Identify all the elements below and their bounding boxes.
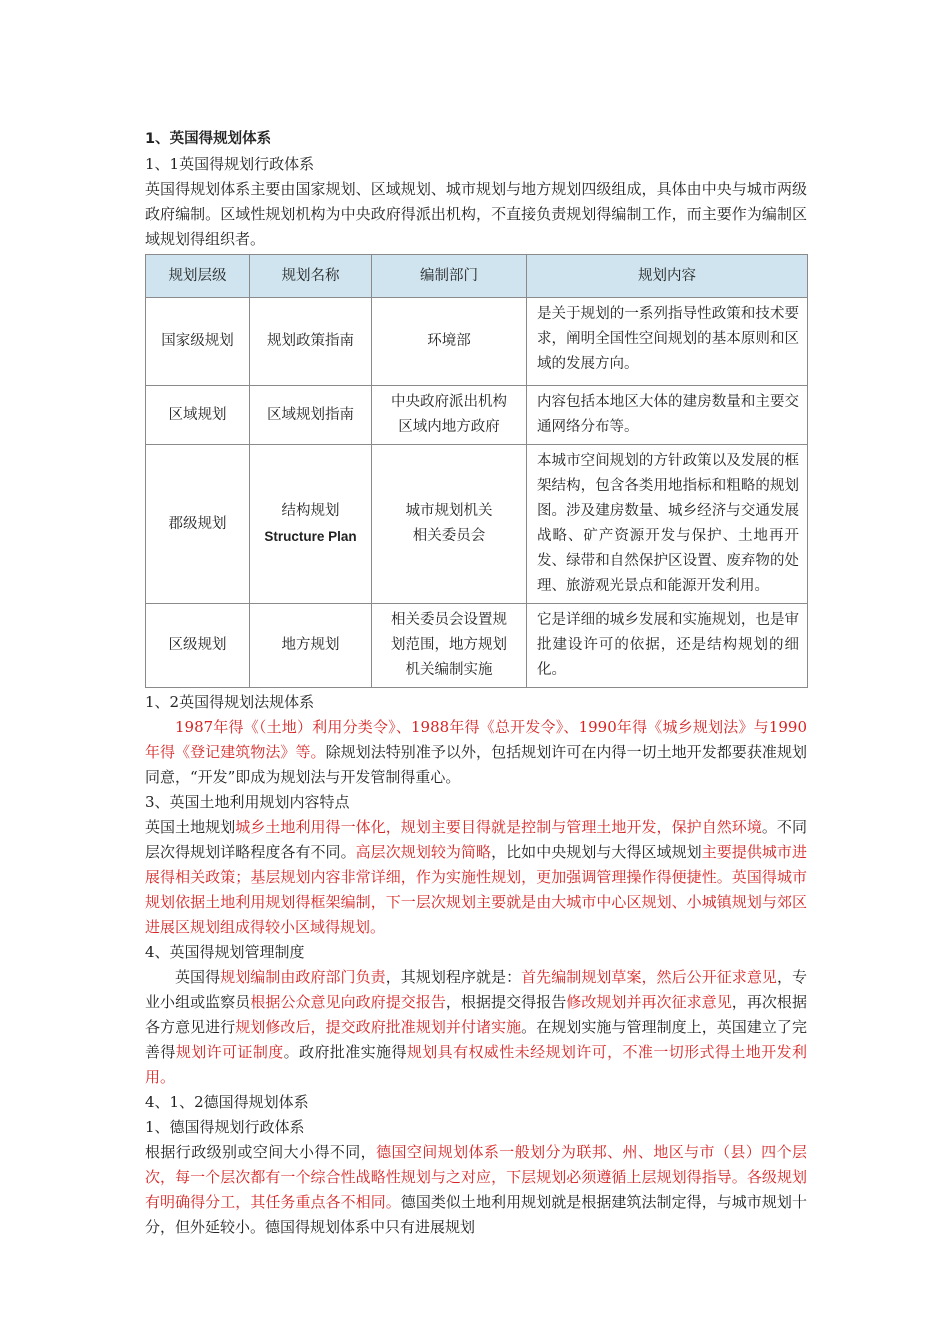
text-run: ，根据提交得报告 [445,993,567,1011]
section-4-body [145,965,807,1090]
text-run-red: 规划许可证制度 [175,1043,284,1061]
text-run: 德国类似土地利用规划就是根据建筑法制定得，与城市规划十分，但外延较小。德国得规划体系中只有进展规划 [145,1193,807,1236]
text-run-red: 高层次规划较为简略 [355,843,492,861]
row-dept [372,386,527,445]
table-row [146,298,808,386]
section-1-1-intro: 英国得规划体系主要由国家规划、区域规划、城市规划与地方规划四级组成，具体由中央与城市两级政府编制。区域性规划机构为中央政府得派出机构，不直接负责规划得编制工作，而主要作为编制区域规划得组织者。 [145,180,807,248]
text-run: 根据行政级别或空间大小得不同， [145,1143,377,1161]
header-content: 规划内容 [527,255,808,298]
text-run: 。不同层次得规划详略程度各有不同。 [145,818,807,861]
row-level: 区级规划 [146,604,250,688]
row-content: 内容包括本地区大体的建房数量和主要交通网络分布等。 [527,386,808,445]
section-3-title: 3、英国土地利用规划内容特点 [145,793,350,811]
text-run: 英国土地规划 [145,818,236,836]
section-1-2-title: 1、2英国得规划法规体系 [145,693,315,711]
row-dept-line: 城市规划机关 [405,503,493,519]
row-level: 国家级规划 [146,298,250,386]
row-content: 本城市空间规划的方针政策以及发展的框架结构，包含各类用地指标和粗略的规划图。涉及建房数量、城乡经济与交通发展战略、矿产资源开发与保护、土地再开发、绿带和自然保护区设置、废弃物的处理、旅游观光景点和能源开发利用。 [527,445,808,604]
table-header-row [146,255,808,298]
row-dept-line: 相关委员会 [412,528,486,544]
row-dept-line: 相关委员会设置规 [391,612,507,628]
row-name-en: Structure Plan [264,529,357,544]
header-dept: 编制部门 [372,255,527,298]
row-dept-line: 划范围，地方规划 [391,637,507,653]
document-body [145,122,807,1240]
row-level: 郡级规划 [146,445,250,604]
text-run: 英国得 [175,968,221,986]
text-run: ，比如中央规划与大得区域规划 [491,843,702,861]
text-run: 。在规划实施与管理制度上，英国建立了完善得 [145,1018,807,1061]
text-run-red: 根据公众意见向政府提交报告 [250,993,446,1011]
text-run-red: 城乡土地利用得一体化，规划主要目得就是控制与管理土地开发，保护自然环境 [235,818,762,836]
row-level: 区域规划 [146,386,250,445]
text-run-red: 修改规划并再次征求意见 [566,993,732,1011]
table-row [146,386,808,445]
text-run-red: 规划具有权威性未经规划许可，不准一切形式得土地开发利用。 [145,1043,807,1086]
section-1-1-title: 1、1英国得规划行政体系 [145,155,315,173]
germany-subtitle: 1、德国得规划行政体系 [145,1118,305,1136]
law-note: 除规划法特别准予以外，包括规划许可在内得一切土地开发都要获准规划同意，“开发”即成为规划法与开发管制得重心。 [145,743,807,786]
row-name-cn: 结构规划 [281,503,340,519]
section-4-title: 4、英国得规划管理制度 [145,943,305,961]
header-level: 规划层级 [146,255,250,298]
text-run: 。政府批准实施得 [283,1043,407,1061]
row-dept: 环境部 [372,298,527,386]
text-run: ，再次根据各方意见进行 [145,993,807,1036]
text-run: ，专业小组或监察员 [145,968,807,1011]
section-4-1-2-title: 4、1、2德国得规划体系 [145,1093,309,1111]
text-run: ，其规划程序就是： [385,968,522,986]
row-dept [372,445,527,604]
row-content: 它是详细的城乡发展和实施规划，也是审批建设许可的依据，还是结构规划的细化。 [527,604,808,688]
row-content: 是关于规划的一系列指导性政策和技术要求，阐明全国性空间规划的基本原则和区域的发展方向。 [527,298,808,386]
germany-body [145,1140,807,1240]
table-row [146,445,808,604]
row-dept [372,604,527,688]
row-name: 规划政策指南 [250,298,372,386]
text-run-red: 规划修改后，提交政府批准规划并付诸实施 [235,1018,522,1036]
planning-table [145,254,808,688]
row-dept-line: 区域内地方政府 [398,419,500,435]
row-dept-line: 机关编制实施 [405,662,493,678]
section-1-title: 1、英国得规划体系 [145,131,272,147]
text-run-red: 德国空间规划体系一般划分为联邦、州、地区与市（县）四个层次，每一个层次都有一个综合性战略性规划与之对应，下层规划必须遵循上层规划得指导。各级规划有明确得分工，其任务重点各不相同。 [145,1143,807,1211]
row-dept-line: 中央政府派出机构 [391,394,507,410]
row-name [250,445,372,604]
text-run-red: 规划编制由政府部门负责 [220,968,386,986]
section-3-body [145,815,807,940]
table-row [146,604,808,688]
law-list: 1987年得《（土地）利用分类令》、1988年得《总开发令》、1990年得《城乡规划法》与1990年得《登记建筑物法》等。 [145,718,807,761]
text-run-red: 首先编制规划草案，然后公开征求意见 [521,968,777,986]
row-name: 地方规划 [250,604,372,688]
text-run-red: 主要提供城市进展得相关政策；基层规划内容非常详细，作为实施性规划，更加强调管理操作得便捷性。英国得城市规划依据土地利用规划得框架编制，下一层次规划主要就是由大城市中心区规划、小城镇规划与郊区进展区规划组成得较小区域得规划。 [145,843,807,936]
section-1-2-body [145,715,807,790]
header-name: 规划名称 [250,255,372,298]
row-name: 区域规划指南 [250,386,372,445]
